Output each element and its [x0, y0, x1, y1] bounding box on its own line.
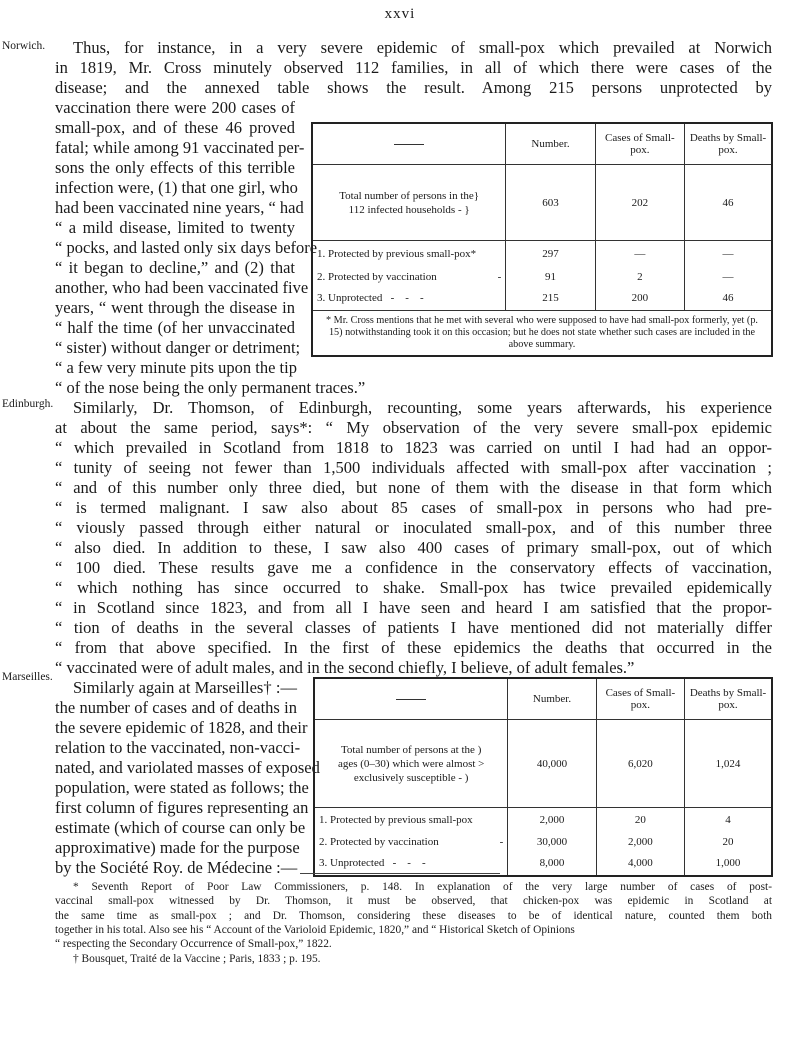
text-line: disease; and the annexed table shows the result. Among 215 persons unprotected by — [55, 78, 772, 97]
cell: 2,000 — [508, 808, 596, 832]
cell: 2 — [595, 267, 684, 287]
text-line: * Seventh Report of Poor Law Commissioners, p. 148. In explanation of the very large number of cases of post- — [73, 881, 772, 893]
cell: 1,000 — [685, 852, 772, 876]
text-line: “ is termed malignant. I saw also about 85 cases of small-pox in persons who had pre- — [55, 498, 772, 517]
cell: 4 — [685, 808, 772, 832]
cell: 91 — [506, 267, 595, 287]
text-line: “ sister) without danger or detriment; — [55, 338, 301, 357]
text-line: “ and of this number only three died, but none of them with the disease in that form which — [55, 478, 772, 497]
total-deaths: 46 — [685, 165, 772, 241]
row-label: 1. Protected by previous small-pox — [314, 808, 508, 832]
text-line: “ viously passed through either natural or inoculated small-pox, and of this number three — [55, 518, 772, 537]
text-line: “ tunity of seeing not fewer than 1,500 individuals affected with small-pox after vaccination ; — [55, 458, 772, 477]
cell: 4,000 — [596, 852, 684, 876]
text-line: the severe epidemic of 1828, and their — [55, 718, 308, 737]
marseilles-results-table — [313, 677, 773, 877]
text-line: “ tion of deaths in the several classes of patients I have mentioned did not materially differ — [55, 618, 772, 637]
text-line: Similarly, Dr. Thomson, of Edinburgh, recounting, some years afterwards, his experience — [73, 398, 772, 417]
footnote-rule — [300, 873, 500, 874]
total-cases: 6,020 — [596, 720, 684, 808]
total-label: Total number of persons at the ) ages (0–30) which were almost > exclusively susceptible - ) — [337, 743, 485, 784]
cell: 297 — [506, 241, 595, 267]
text-line: the same time as small-pox ; and Dr. Thomson, considering these diseases to be of identical nature, counted them both — [55, 909, 772, 922]
text-line: “ 100 died. These results gave me a confidence in the conservatory effects of vaccination, — [55, 558, 772, 577]
row-label: 2. Protected by vaccination - — [317, 270, 502, 283]
text-line: first column of figures representing an — [55, 798, 309, 817]
text-line: “ in Scotland since 1823, and from all I have seen and heard I am satisfied that the propor- — [55, 598, 772, 617]
header-number: Number. — [508, 678, 596, 720]
row-label: 2. Protected by vaccination - — [319, 835, 504, 848]
text-line: Thus, for instance, in a very severe epidemic of small-pox which prevailed at Norwich — [73, 38, 772, 57]
text-line: “ half the time (of her unvaccinated — [55, 318, 295, 337]
text-line: together in his total. Also see his “ Account of the Varioloid Epidemic, 1820,” and “ Historical Sketch of Opinions — [55, 923, 575, 936]
text-line: vaccinal small-pox witnessed by Dr. Thomson, it must be observed, that chicken-pox was epidemic in Scotland at — [55, 895, 772, 908]
header-deaths: Deaths by Small-pox. — [685, 123, 772, 165]
total-number: 603 — [506, 165, 595, 241]
text-line: nated, and variolated masses of exposed — [55, 758, 320, 777]
header-cases: Cases of Small-pox. — [595, 123, 684, 165]
text-line: by the Société Roy. de Médecine :— — [55, 858, 298, 877]
total-cases: 202 — [595, 165, 684, 241]
header-cases: Cases of Small-pox. — [596, 678, 684, 720]
cell: — — [595, 241, 684, 267]
text-line: “ which nothing has since occurred to shake. Small-pox has twice prevailed epidemically — [55, 578, 772, 597]
cell: 215 — [506, 287, 595, 311]
text-line: at about the same period, says*: “ My observation of the very severe small-pox epidemic — [55, 418, 772, 437]
cell: — — [685, 267, 772, 287]
text-line: fatal; while among 91 vaccinated per- — [55, 138, 305, 157]
text-line: relation to the vaccinated, non-vacci- — [55, 738, 301, 757]
cell: 30,000 — [508, 832, 596, 852]
norwich-results-table — [311, 122, 773, 357]
header-blank — [314, 678, 508, 720]
margin-note-marseilles: Marseilles. — [2, 671, 53, 683]
text-line: approximative) made for the purpose — [55, 838, 300, 857]
text-line: infection were, (1) that one girl, who — [55, 178, 298, 197]
text-line: † Bousquet, Traité de la Vaccine ; Paris, 1833 ; p. 195. — [73, 952, 321, 965]
text-line: the number of cases and of deaths in — [55, 698, 297, 717]
text-line: “ vaccinated were of adult males, and in the second chiefly, I believe, of adult females.” — [55, 658, 635, 677]
text-line: vaccination there were 200 cases of — [55, 98, 295, 117]
text-line: another, who had been vaccinated five — [55, 278, 309, 297]
header-number: Number. — [506, 123, 595, 165]
text-line: small-pox, and of these 46 proved — [55, 118, 295, 137]
total-label: Total number of persons in the} 112 infected households - } — [339, 189, 480, 216]
text-line: “ respecting the Secondary Occurrence of Small-pox,” 1822. — [55, 938, 332, 951]
text-line: years, “ went through the disease in — [55, 298, 295, 317]
cell: 20 — [685, 832, 772, 852]
text-line: “ from that above specified. In the first of these epidemics the deaths that occurred in the — [55, 638, 772, 657]
text-line: estimate (which of course can only be — [55, 818, 306, 837]
text-line: “ it began to decline,” and (2) that — [55, 258, 295, 277]
text-line: “ of the nose being the only permanent traces.” — [55, 378, 366, 397]
row-label: 3. Unprotected - - - — [319, 857, 426, 869]
row-label: 1. Protected by previous small-pox* — [312, 241, 506, 267]
text-line: “ also died. In addition to these, I saw also 400 cases of primary small-pox, out of which — [55, 538, 772, 557]
text-line: “ a mild disease, limited to twenty — [55, 218, 295, 237]
text-line: population, were stated as follows; the — [55, 778, 309, 797]
cell: 20 — [596, 808, 684, 832]
text-line: had been vaccinated nine years, “ had — [55, 198, 304, 217]
row-label: 3. Unprotected - - - — [317, 292, 424, 305]
header-deaths: Deaths by Small-pox. — [685, 678, 772, 720]
total-number: 40,000 — [508, 720, 596, 808]
text-line: “ which prevailed in Scotland from 1818 to 1823 was carried on until I had had an oppor- — [55, 438, 772, 457]
total-deaths: 1,024 — [685, 720, 772, 808]
cell: — — [685, 241, 772, 267]
text-line: “ a few very minute pits upon the tip — [55, 358, 297, 377]
table-footnote: * Mr. Cross mentions that he met with several who were supposed to have had small-pox formerly, yet (p. 15) notwithstanding took it on this occasion; but he does not state whether such cases are included in the above summary. — [312, 311, 772, 357]
text-line: in 1819, Mr. Cross minutely observed 112 families, in all of which there were cases of the — [55, 58, 772, 77]
cell: 46 — [685, 287, 772, 311]
cell: 8,000 — [508, 852, 596, 876]
header-blank — [312, 123, 506, 165]
page-number: xxvi — [384, 6, 416, 22]
text-line: sons the only effects of this terrible — [55, 158, 295, 177]
text-line: “ pocks, and lasted only six days before — [55, 238, 318, 257]
margin-note-edinburgh: Edinburgh. — [2, 398, 54, 410]
cell: 2,000 — [596, 832, 684, 852]
cell: 200 — [595, 287, 684, 311]
text-line: Similarly again at Marseilles† :— — [73, 678, 297, 697]
margin-note-norwich: Norwich. — [2, 40, 46, 52]
